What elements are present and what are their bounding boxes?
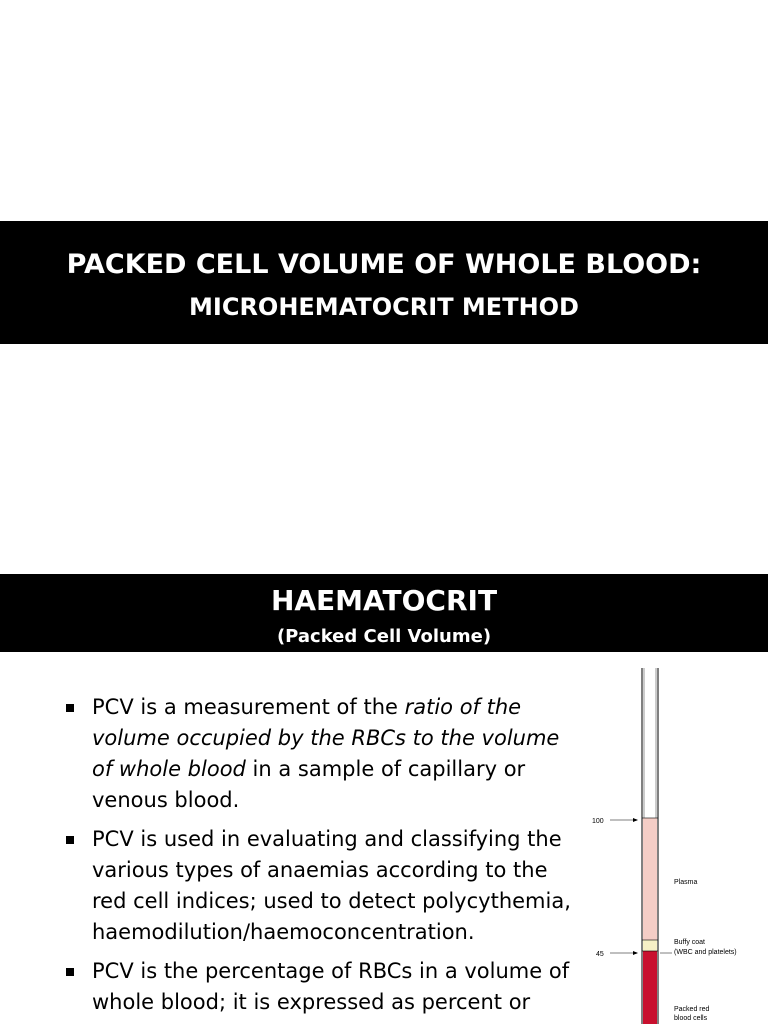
square-bullet-icon	[66, 968, 74, 976]
buffy-coat-layer	[643, 940, 657, 951]
bullet-item	[64, 692, 574, 816]
buffy-coat-sublabel: (WBC and platelets)	[674, 949, 737, 956]
section-subtitle: (Packed Cell Volume)	[276, 626, 492, 647]
bullet-list	[64, 692, 574, 1026]
plasma-layer	[643, 818, 657, 940]
bullet-item	[64, 824, 574, 948]
buffy-coat-label: Buffy coat	[674, 939, 706, 946]
section-banner	[0, 574, 768, 652]
bullet-text: PCV is used in evaluating and classifying the various types of anaemias according to the red cell indices; used to detect polycythemia, haemodilution/haemoconcentration.	[92, 827, 571, 944]
title-banner	[0, 221, 768, 344]
hematocrit-tube-diagram	[580, 668, 768, 1024]
slide-subtitle: MICROHEMATOCRIT METHOD	[189, 293, 579, 321]
bullet-text: PCV is the percentage of RBCs in a volume of whole blood; it is expressed as percent or	[92, 959, 570, 1014]
rbc-sublabel: blood cells	[674, 1015, 708, 1022]
rbc-label: Packed red	[674, 1006, 710, 1013]
rbc-layer	[643, 951, 657, 1024]
bullet-item	[64, 956, 574, 1018]
marker-45-label: 45	[596, 951, 604, 958]
arrow-head-icon	[633, 818, 638, 822]
section-title: HAEMATOCRIT	[270, 584, 498, 617]
arrow-head-icon	[633, 951, 638, 955]
slide-title: PACKED CELL VOLUME OF WHOLE BLOOD:	[66, 249, 702, 280]
square-bullet-icon	[66, 836, 74, 844]
bullet-text: PCV is a measurement of the	[92, 695, 405, 719]
square-bullet-icon	[66, 704, 74, 712]
bullet-text: in a sample of capillary or venous blood.	[92, 757, 526, 812]
bullet-emphasis: ratio of the volume occupied by the RBCs to the volume of whole blood	[92, 695, 560, 781]
hematocrit-tube-figure	[580, 668, 768, 1024]
plasma-label: Plasma	[674, 879, 698, 886]
marker-100-label: 100	[592, 818, 604, 825]
